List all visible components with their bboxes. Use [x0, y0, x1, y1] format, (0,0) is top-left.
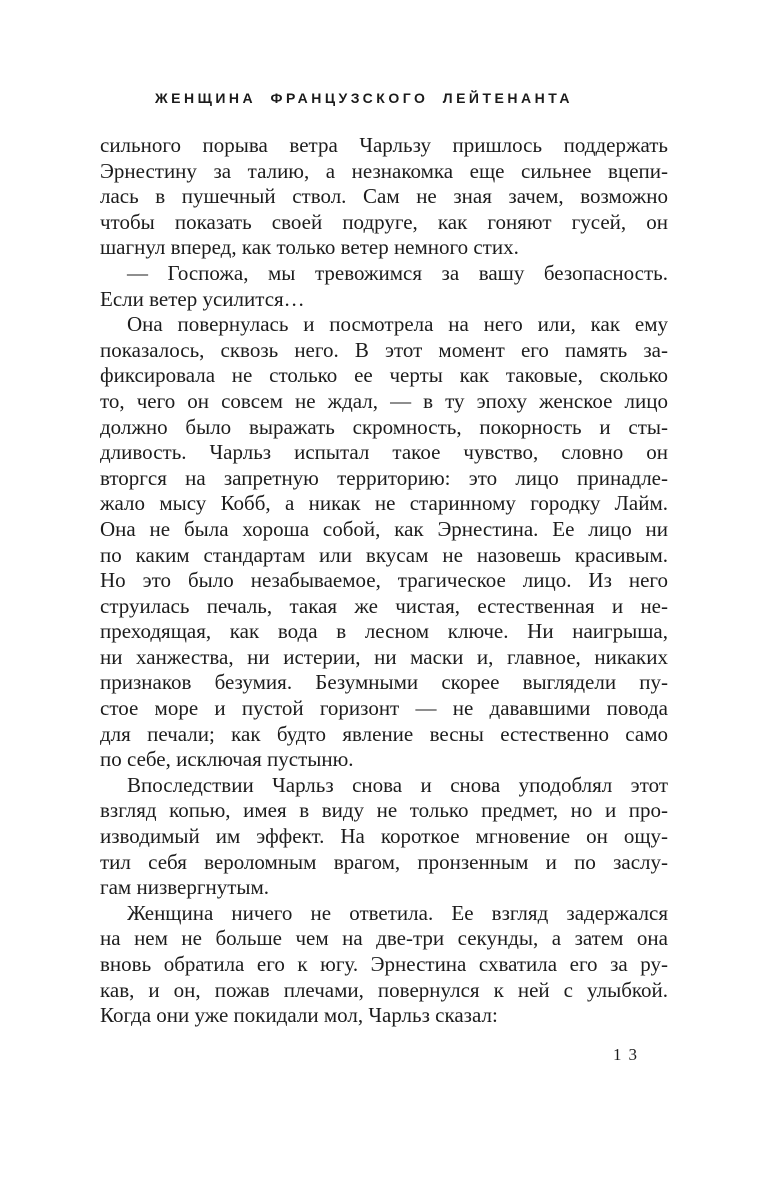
page-number: 13	[613, 1045, 644, 1064]
paragraph	[100, 312, 668, 773]
text-line: Когда они уже покидали мол, Чарльз сказал:	[100, 1003, 498, 1028]
text-line: Впоследствии Чарльз снова и снова уподоблял этот	[127, 772, 668, 797]
text-line: по каким стандартам или вкусам не назовешь красивым.	[100, 542, 668, 567]
text-line: изводимый им эффект. На короткое мгновение он ощу-	[100, 824, 668, 849]
text-line: ни ханжества, ни истерии, ни маски и, главное, никаких	[100, 644, 668, 669]
text-line: дливость. Чарльз испытал такое чувство, словно он	[100, 440, 668, 465]
text-line: чтобы показать своей подруге, как гоняют гусей, он	[100, 209, 668, 234]
text-line: взгляд копью, имея в виду не только предмет, но и про-	[100, 798, 668, 823]
text-line: Женщина ничего не ответила. Ее взгляд задержался	[127, 900, 668, 925]
text-line: Эрнестину за талию, а незнакомка еще сильнее вцепи-	[100, 158, 668, 183]
text-line: вторгся на запретную территорию: это лицо принадле-	[100, 465, 668, 490]
running-header: ЖЕНЩИНА ФРАНЦУЗСКОГО ЛЕЙТЕНАНТА	[155, 90, 573, 106]
text-line: Она не была хороша собой, как Эрнестина. Ее лицо ни	[100, 516, 668, 541]
text-block	[100, 133, 668, 1029]
text-line: Она повернулась и посмотрела на него или, как ему	[127, 312, 668, 337]
text-line: фиксировала не столько ее черты как таковые, сколько	[100, 363, 668, 388]
text-line: признаков безумия. Безумными скорее выглядели пу-	[100, 670, 668, 695]
text-line: должно было выражать скромность, покорность и сты-	[100, 414, 668, 439]
text-line: шагнул вперед, как только ветер немного стих.	[100, 235, 519, 260]
text-line: вновь обратила его к югу. Эрнестина схватила его за ру-	[100, 952, 668, 976]
paragraph	[100, 773, 668, 901]
text-line: лась в пушечный ствол. Сам не зная зачем, возможно	[100, 184, 668, 209]
text-line: Если ветер усилится…	[100, 286, 305, 311]
text-line: показалось, сквозь него. В этот момент его память за-	[100, 337, 668, 362]
text-line: на нем не больше чем на две-три секунды, а затем она	[100, 926, 668, 951]
paragraph	[100, 133, 668, 261]
text-line: Но это было незабываемое, трагическое лицо. Из него	[100, 568, 668, 593]
text-line: тил себя вероломным врагом, пронзенным и по заслу-	[100, 849, 668, 874]
text-line: гам низвергнутым.	[100, 875, 270, 900]
paragraph	[100, 261, 668, 312]
text-line: жало мысу Кобб, а никак не старинному городку Лайм.	[100, 491, 668, 516]
text-line: для печали; как будто явление весны естественно само	[100, 721, 668, 746]
text-line: то, чего он совсем не ждал, — в ту эпоху женское лицо	[100, 388, 668, 413]
text-line: по себе, исключая пустыню.	[100, 747, 354, 772]
text-line: — Госпожа, мы тревожимся за вашу безопасность.	[127, 260, 668, 285]
text-line: кав, и он, пожав плечами, повернулся к ней с улыбкой.	[100, 977, 668, 1002]
text-line: стое море и пустой горизонт — не дававшими повода	[100, 696, 668, 721]
text-line: преходящая, как вода в лесном ключе. Ни наигрыша,	[100, 619, 668, 644]
text-line: струилась печаль, такая же чистая, естественная и не-	[100, 593, 668, 618]
paragraph	[100, 901, 668, 1029]
text-line: сильного порыва ветра Чарльзу пришлось поддержать	[100, 133, 668, 157]
